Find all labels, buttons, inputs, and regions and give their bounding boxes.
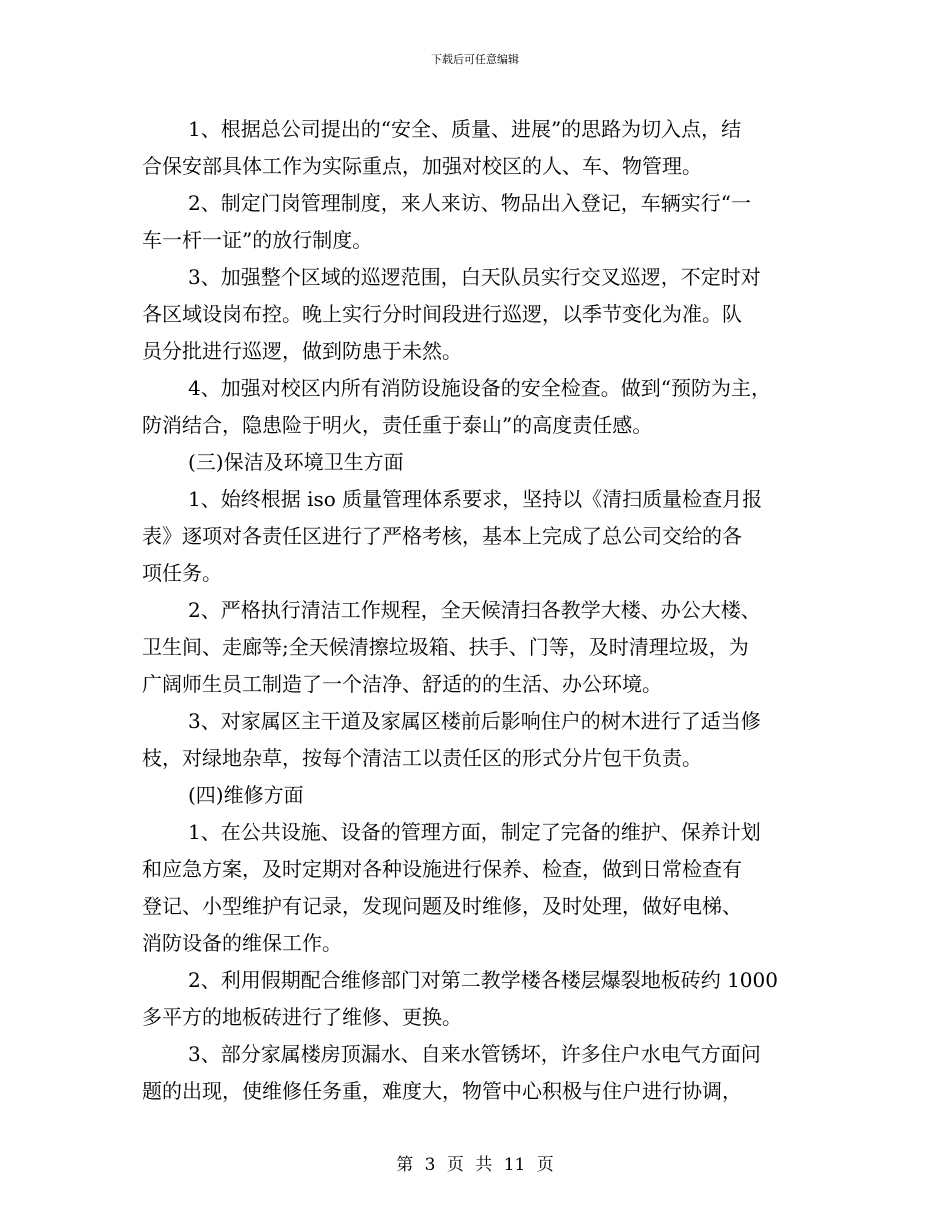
- body-line: 1、在公共设施、设备的管理方面，制定了完备的维护、保养计划: [188, 820, 761, 844]
- document-body: [142, 111, 832, 1110]
- page-header-note: 下载后可任意编辑: [431, 53, 519, 66]
- body-line: 防消结合，隐患险于明火，责任重于泰山”的高度责任感。: [142, 413, 653, 437]
- body-line: 多平方的地板砖进行了维修、更换。: [142, 1005, 462, 1029]
- body-line: 广阔师生员工制造了一个洁净、舒适的的生活、办公环境。: [142, 672, 662, 696]
- body-line: 3、对家属区主干道及家属区楼前后影响住户的树木进行了适当修: [188, 709, 761, 733]
- section-heading: (三)保洁及环境卫生方面: [188, 450, 404, 474]
- body-line: 1、根据总公司提出的“安全、质量、进展”的思路为切入点，结: [188, 117, 742, 141]
- body-line: 枝，对绿地杂草，按每个清洁工以责任区的形式分片包干负责。: [142, 746, 702, 770]
- body-line: 2、制定门岗管理制度，来人来访、物品出入登记，车辆实行“一: [188, 191, 751, 215]
- body-line: 员分批进行巡逻，做到防患于未然。: [142, 339, 462, 363]
- body-line: 合保安部具体工作为实际重点，加强对校区的人、车、物管理。: [142, 154, 702, 178]
- body-line: 1、始终根据 iso 质量管理体系要求，坚持以《清扫质量检查月报: [188, 487, 763, 511]
- body-line: 2、严格执行清洁工作规程，全天候清扫各教学大楼、办公大楼、: [188, 598, 761, 622]
- section-heading: (四)维修方面: [188, 783, 304, 807]
- body-line: 各区域设岗布控。晚上实行分时间段进行巡逻，以季节变化为准。队: [142, 302, 742, 326]
- body-line: 消防设备的维保工作。: [142, 931, 342, 955]
- body-line: 3、部分家属楼房顶漏水、自来水管锈坏，许多住户水电气方面问: [188, 1042, 761, 1066]
- body-line: 题的出现，使维修任务重，难度大，物管中心积极与住户进行协调，: [142, 1079, 742, 1103]
- page-number-footer: 第 3 页 共 11 页: [396, 1155, 554, 1175]
- body-line: 车一杆一证”的放行制度。: [142, 228, 373, 252]
- body-line: 登记、小型维护有记录，发现问题及时维修，及时处理，做好电梯、: [142, 894, 742, 918]
- body-line: 2、利用假期配合维修部门对第二教学楼各楼层爆裂地板砖约 1000: [188, 968, 778, 992]
- body-line: 4、加强对校区内所有消防设施设备的安全检查。做到“预防为主，: [188, 376, 771, 400]
- body-line: 项任务。: [142, 561, 222, 585]
- body-line: 表》逐项对各责任区进行了严格考核，基本上完成了总公司交给的各: [142, 524, 742, 548]
- body-line: 卫生间、走廊等;全天候清擦垃圾箱、扶手、门等，及时清理垃圾，为: [142, 635, 749, 659]
- body-line: 和应急方案，及时定期对各种设施进行保养、检查，做到日常检查有: [142, 857, 742, 881]
- body-line: 3、加强整个区域的巡逻范围，白天队员实行交叉巡逻，不定时对: [188, 265, 761, 289]
